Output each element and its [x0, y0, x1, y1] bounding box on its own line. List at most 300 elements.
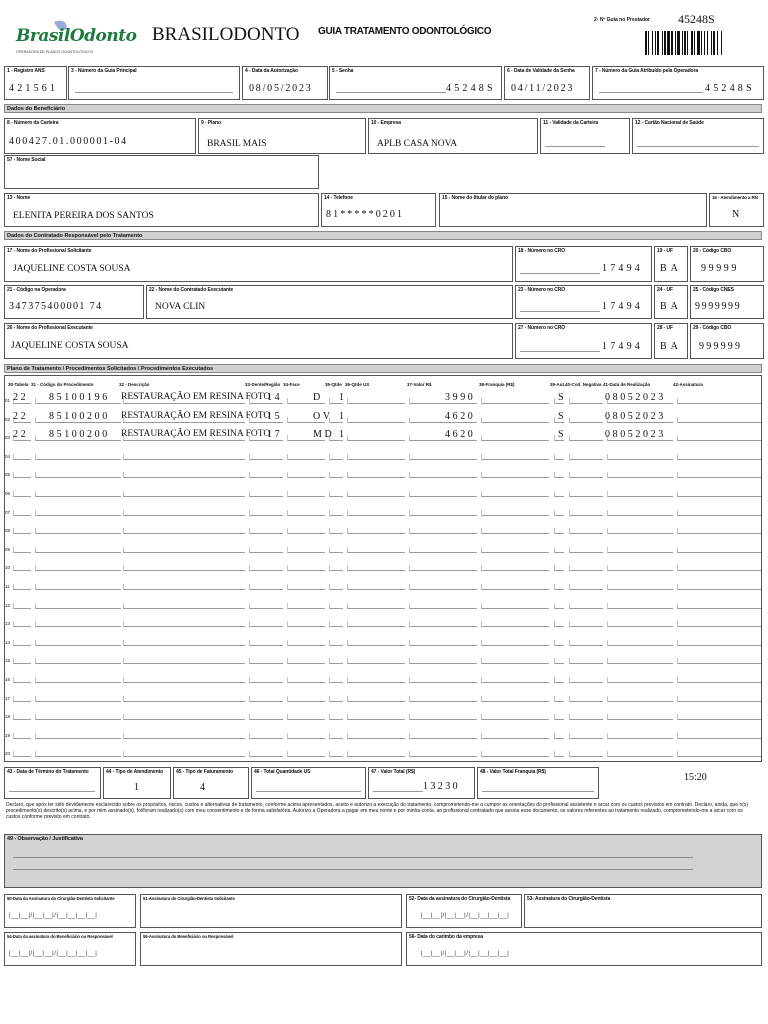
- col-qtde-us: 36-Qtde US: [345, 382, 370, 387]
- row-cell-line: [13, 472, 31, 478]
- field-cbo29[interactable]: 29 - Código CBO 999999: [690, 323, 764, 359]
- row-cell-line: [554, 565, 564, 571]
- row-cell-line: [123, 603, 245, 609]
- row-cell-line: [329, 565, 343, 571]
- field-valor-total[interactable]: 47 - Valor Total (R$) 13230: [368, 767, 475, 799]
- row-cell-line: [481, 547, 549, 553]
- row-number: 08: [5, 528, 11, 534]
- tipo-atendimento-value: 1: [134, 782, 143, 793]
- table-row[interactable]: [5, 502, 761, 520]
- field-uf24[interactable]: 24 - UF BA: [654, 285, 688, 319]
- field-cro23[interactable]: 23 - Número no CRO 17494: [515, 285, 652, 319]
- col-codigo: 31 - Código do Procedimento: [31, 382, 94, 387]
- row-cell-line: [249, 696, 283, 702]
- declaracao: Declaro, que após ter sido devidamente esclarecido sobre os propósitos, riscos, custos e alternativas de tratamento, conforme acima apresentados, aceito e autorizo a execução do tratamento, comprometendo-me a cumprir as orientações do profissional assistente e arcar com os custos previstos em contrato. Declaro, ainda, que o(s) procedimento(s) descrito(s) acima, e por mim assinado(s), foi/foram realizado(s) com meu consentimento e de forma satisfatória. Autorizo a Operadora a pagar em meu nome e por minha conta, ao profissional contratado que assina esse documento, os valores referentes ao tratamento realizado, comprometendo-me a arcar com os custos conforme previsto em contrato.: [6, 802, 749, 821]
- field-carteira[interactable]: 8 - Número da Carteira 400427.01.000001-04: [4, 118, 196, 154]
- row-cell-line: [329, 491, 343, 497]
- table-row[interactable]: [5, 613, 761, 631]
- row-cell-line: [35, 547, 121, 553]
- table-row[interactable]: [5, 390, 761, 408]
- row-cell-line: [329, 658, 343, 664]
- row-aut: S: [558, 429, 567, 441]
- row-face: D: [313, 392, 323, 403]
- field-data-carimbo[interactable]: 56- Data do carimbo da empresa |__|__|/|__|__|/|__|__|__|__|: [406, 932, 762, 966]
- table-row[interactable]: [5, 595, 761, 613]
- row-cell-line: [35, 677, 121, 683]
- field-cnes[interactable]: 25 - Código CNES 9999999: [690, 285, 764, 319]
- field-total-us[interactable]: 46 - Total Quantidade US: [251, 767, 366, 799]
- row-cell-line: [607, 491, 673, 497]
- row-cell-line: [249, 733, 283, 739]
- row-cell-line: [409, 510, 477, 516]
- col-negativa: 40-Cod. Negativa: [565, 382, 602, 387]
- barcode-bar: [697, 31, 700, 55]
- row-cell-line: [287, 528, 325, 534]
- row-number: 20: [5, 751, 11, 757]
- row-cell-line: [607, 621, 673, 627]
- cbo20-value: 99999: [701, 263, 739, 274]
- cod-operadora-value: 347375400001 74: [9, 301, 103, 312]
- row-cell-line: [249, 510, 283, 516]
- row-cell-line: [677, 714, 761, 720]
- field-franquia-total[interactable]: 48 - Valor Total Franquia (R$): [477, 767, 599, 799]
- nome-value: ELENITA PEREIRA DOS SANTOS: [13, 211, 154, 221]
- table-row[interactable]: [5, 650, 761, 668]
- field-plano[interactable]: 9 - Plano BRASIL MAIS: [198, 118, 366, 154]
- row-cell-line: [554, 603, 564, 609]
- barcode-bar: [704, 31, 705, 55]
- barcode-bar: [675, 31, 676, 55]
- row-cell-line: [123, 565, 245, 571]
- row-cell-line: [123, 621, 245, 627]
- row-cell-line: [13, 510, 31, 516]
- row-cell-line: [347, 658, 405, 664]
- row-cell-line: [347, 565, 405, 571]
- row-cell-line: [13, 584, 31, 590]
- row-cell-line: [677, 472, 761, 478]
- row-cell-line: [347, 510, 405, 516]
- row-cell-line: [677, 435, 761, 441]
- row-cell-line: [329, 621, 343, 627]
- field-tipo-atendimento[interactable]: 44 - Tipo de Atendimento 1: [103, 767, 171, 799]
- col-qtde: 35-Qtde: [325, 382, 342, 387]
- row-cell-line: [13, 621, 31, 627]
- row-cell-line: [347, 640, 405, 646]
- uf24-value: BA: [660, 301, 682, 312]
- row-cell-line: [35, 528, 121, 534]
- row-cell-line: [554, 714, 564, 720]
- field-guia-operadora[interactable]: 7 - Número da Guia Atribuído pela Operadora 45248S: [592, 66, 764, 100]
- table-row[interactable]: [5, 464, 761, 482]
- row-cell-line: [347, 584, 405, 590]
- contratado-exec-value: NOVA CLIN: [155, 302, 206, 312]
- table-row[interactable]: [5, 409, 761, 427]
- row-cell-line: [249, 603, 283, 609]
- empresa-value: APLB CASA NOVA: [377, 139, 458, 149]
- row-cell-line: [481, 696, 549, 702]
- row-cell-line: [607, 733, 673, 739]
- row-number: 12: [5, 602, 11, 608]
- row-cell-line: [554, 510, 564, 516]
- table-row[interactable]: [5, 557, 761, 575]
- field-data-assin-dentista[interactable]: 52- Data da assinatura do Cirurgião-Dentista |__|__|/|__|__|/|__|__|__|__|: [406, 894, 522, 928]
- row-cell-line: [569, 677, 603, 683]
- row-cell-line: [677, 603, 761, 609]
- field-nome-social[interactable]: 57 - Nome Social: [4, 155, 319, 189]
- row-cell-line: [409, 454, 477, 460]
- col-data: 41-Data de Realização: [603, 382, 651, 387]
- row-codigo: 85100200: [49, 429, 110, 441]
- barcode-bar: [701, 31, 702, 55]
- row-cell-line: [554, 584, 564, 590]
- row-cell-line: [569, 733, 603, 739]
- row-cell-line: [569, 584, 603, 590]
- table-row[interactable]: [5, 576, 761, 594]
- row-cell-line: [329, 733, 343, 739]
- field-uf19[interactable]: 19 - UF BA: [654, 246, 688, 282]
- row-cell-line: [481, 640, 549, 646]
- row-face: MD: [313, 429, 335, 441]
- field-contratado-exec[interactable]: 22 - Nome do Contratado Executante NOVA CLIN: [146, 285, 513, 319]
- row-cell-line: [249, 658, 283, 664]
- row-qtde: 1: [339, 392, 347, 403]
- cro18-value: 17494: [602, 263, 643, 274]
- row-number: 18: [5, 714, 11, 720]
- row-cell-line: [569, 714, 603, 720]
- row-cell-line: [481, 528, 549, 534]
- row-cell-line: [287, 640, 325, 646]
- row-cell-line: [123, 528, 245, 534]
- row-cell-line: [409, 472, 477, 478]
- row-cell-line: [569, 565, 603, 571]
- section-beneficiario: Dados do Beneficiário: [4, 104, 762, 113]
- row-cell-line: [329, 696, 343, 702]
- row-cell-line: [35, 751, 121, 757]
- row-cell-line: [347, 491, 405, 497]
- row-cell-line: [607, 584, 673, 590]
- row-cell-line: [677, 621, 761, 627]
- row-cell-line: [249, 454, 283, 460]
- row-cell-line: [35, 472, 121, 478]
- row-number: 11: [5, 584, 10, 589]
- row-cell-line: [607, 565, 673, 571]
- row-cell-line: [287, 603, 325, 609]
- row-cell-line: [123, 454, 245, 460]
- row-number: 17: [5, 695, 11, 701]
- row-cell-line: [287, 454, 325, 460]
- row-cell-line: [287, 510, 325, 516]
- table-row[interactable]: [5, 743, 761, 761]
- row-cell-line: [347, 454, 405, 460]
- prof-exec-value: JAQUELINE COSTA SOUSA: [11, 341, 129, 351]
- cnes-value: 9999999: [695, 301, 742, 312]
- table-row[interactable]: [5, 539, 761, 557]
- row-cell-line: [481, 603, 549, 609]
- col-tabela: 30-Tabela: [8, 382, 29, 387]
- row-cell-line: [249, 640, 283, 646]
- row-cell-line: [409, 547, 477, 553]
- row-cell-line: [569, 510, 603, 516]
- field-data-assin-beneficiario[interactable]: 54-Data da assinatura do Beneficiário ou Responsável |__|__|/|__|__|/|__|__|__|__|: [4, 932, 136, 966]
- row-cell-line: [677, 733, 761, 739]
- guia-prestador-label: 2- Nº Guia no Prestador: [594, 17, 651, 23]
- field-validade-carteira[interactable]: 11 - Validade da Carteira: [540, 118, 630, 154]
- row-cell-line: [123, 547, 245, 553]
- row-cell-line: [329, 640, 343, 646]
- row-cell-line: [123, 584, 245, 590]
- table-row[interactable]: [5, 483, 761, 501]
- row-cell-line: [409, 751, 477, 757]
- field-atendimento-rn[interactable]: 16 - Atendimento a RN N: [709, 193, 764, 227]
- row-number: 07: [5, 509, 11, 515]
- row-cell-line: [287, 621, 325, 627]
- row-tabela: 22: [13, 392, 29, 403]
- row-cell-line: [569, 696, 603, 702]
- row-cell-line: [35, 603, 121, 609]
- row-cell-line: [569, 751, 603, 757]
- row-cell-line: [13, 603, 31, 609]
- table-row[interactable]: [5, 725, 761, 743]
- row-cell-line: [13, 714, 31, 720]
- row-cell-line: [35, 696, 121, 702]
- row-cell-line: [347, 547, 405, 553]
- barcode-bar: [721, 31, 722, 55]
- row-cell-line: [569, 640, 603, 646]
- row-valor: 4620: [445, 429, 476, 441]
- row-cell-line: [13, 528, 31, 534]
- row-cell-line: [481, 621, 549, 627]
- row-cell-line: [35, 510, 121, 516]
- row-cell-line: [123, 751, 245, 757]
- row-cell-line: [329, 454, 343, 460]
- field-cro18[interactable]: 18 - Número no CRO 17494: [515, 246, 652, 282]
- row-cell-line: [481, 584, 549, 590]
- field-nome[interactable]: 13 - Nome ELENITA PEREIRA DOS SANTOS: [4, 193, 319, 227]
- row-cell-line: [677, 454, 761, 460]
- row-cell-line: [409, 733, 477, 739]
- row-cell-line: [677, 640, 761, 646]
- row-cell-line: [481, 751, 549, 757]
- row-cell-line: [249, 528, 283, 534]
- row-cell-line: [481, 491, 549, 497]
- row-cell-line: [481, 658, 549, 664]
- row-cell-line: [35, 491, 121, 497]
- row-cell-line: [347, 417, 405, 423]
- row-cell-line: [554, 751, 564, 757]
- row-number: 14: [5, 639, 11, 645]
- logo-subtitle: OPERADORA DE PLANOS ODONTOLÓGICOS: [16, 50, 94, 54]
- row-cell-line: [123, 696, 245, 702]
- row-cell-line: [481, 472, 549, 478]
- form-title: GUIA TRATAMENTO ODONTOLÓGICO: [318, 26, 492, 37]
- row-cell-line: [554, 621, 564, 627]
- row-cell-line: [249, 621, 283, 627]
- row-cell-line: [481, 677, 549, 683]
- row-qtde: 1: [339, 410, 347, 422]
- row-cell-line: [35, 714, 121, 720]
- row-cell-line: [347, 621, 405, 627]
- row-cell-line: [677, 510, 761, 516]
- row-cell-line: [569, 528, 603, 534]
- row-cell-line: [329, 510, 343, 516]
- field-tipo-faturamento[interactable]: 45 - Tipo de Faturamento 4: [173, 767, 249, 799]
- row-cell-line: [569, 491, 603, 497]
- row-cell-line: [13, 640, 31, 646]
- row-cell-line: [347, 696, 405, 702]
- row-cell-line: [35, 621, 121, 627]
- row-cell-line: [123, 658, 245, 664]
- row-cell-line: [569, 472, 603, 478]
- row-cell-line: [554, 528, 564, 534]
- row-cell-line: [409, 528, 477, 534]
- row-cell-line: [249, 491, 283, 497]
- row-cell-line: [409, 621, 477, 627]
- cro27-value: 17494: [602, 341, 643, 352]
- field-uf28[interactable]: 28 - UF BA: [654, 323, 688, 359]
- row-cell-line: [554, 677, 564, 683]
- field-guia-principal[interactable]: 3 - Número da Guia Principal: [68, 66, 240, 100]
- uf19-value: BA: [660, 263, 682, 274]
- barcode-bar: [684, 31, 686, 55]
- row-data: 08052023: [605, 429, 666, 441]
- row-cell-line: [481, 565, 549, 571]
- row-cell-line: [677, 417, 761, 423]
- field-prof-exec[interactable]: 26 - Nome do Profissional Executante JAQUELINE COSTA SOUSA: [4, 323, 513, 359]
- row-cell-line: [123, 472, 245, 478]
- row-cell-line: [554, 640, 564, 646]
- table-row[interactable]: [5, 669, 761, 687]
- row-descricao: RESTAURAÇÃO EM RESINA FOTO: [121, 410, 271, 421]
- row-cell-line: [347, 751, 405, 757]
- row-descricao: RESTAURAÇÃO EM RESINA FOTO: [121, 392, 271, 402]
- barcode-bar: [707, 31, 708, 55]
- field-assin-solicitante[interactable]: 51-Assinatura do Cirurgião-Dentista Solicitante: [140, 894, 402, 928]
- row-cell-line: [347, 398, 405, 404]
- row-cell-line: [35, 584, 121, 590]
- barcode-bar: [682, 31, 683, 55]
- field-validade-senha[interactable]: 6 - Data de Validade da Senha 04/11/2023: [504, 66, 590, 100]
- row-cell-line: [287, 696, 325, 702]
- row-cell-line: [13, 547, 31, 553]
- field-assin-dentista[interactable]: 53- Assinatura do Cirurgião-Dentista: [524, 894, 762, 928]
- row-cell-line: [329, 472, 343, 478]
- row-cell-line: [287, 677, 325, 683]
- row-cell-line: [677, 677, 761, 683]
- table-row[interactable]: [5, 520, 761, 538]
- field-empresa[interactable]: 10 - Empresa APLB CASA NOVA: [368, 118, 538, 154]
- table-row[interactable]: [5, 688, 761, 706]
- row-tabela: 22: [13, 410, 29, 422]
- section-procedimentos: Plano de Tratamento / Procedimentos Solicitados / Procedimentos Executados: [4, 364, 762, 373]
- row-cell-line: [677, 398, 761, 404]
- row-number: 09: [5, 546, 11, 552]
- table-row[interactable]: [5, 706, 761, 724]
- field-data-autorizacao[interactable]: 4 - Data da Autorização 08/05/2023: [242, 66, 328, 100]
- validade-senha-value: 04/11/2023: [511, 83, 575, 94]
- field-titular[interactable]: 15 - Nome do titular do plano: [439, 193, 707, 227]
- barcode-bar: [687, 31, 688, 55]
- hora: 15:20: [684, 772, 707, 783]
- row-cell-line: [569, 454, 603, 460]
- row-cell-line: [409, 584, 477, 590]
- field-telefone[interactable]: 14 - Telefone 81*****0201: [321, 193, 436, 227]
- row-cell-line: [329, 603, 343, 609]
- logo-text: BrasilOdonto: [16, 26, 137, 46]
- row-dente: 14: [267, 392, 283, 403]
- field-prof-solicitante[interactable]: 17 - Nome do Profissional Solicitante JAQUELINE COSTA SOUSA: [4, 246, 513, 282]
- row-cell-line: [35, 565, 121, 571]
- table-row[interactable]: [5, 427, 761, 445]
- field-termino[interactable]: 43 - Data de Término do Tratamento: [4, 767, 101, 799]
- row-cell-line: [607, 714, 673, 720]
- row-cell-line: [409, 658, 477, 664]
- row-dente: 15: [267, 410, 283, 422]
- row-cell-line: [249, 565, 283, 571]
- barcode-bar: [677, 31, 680, 55]
- row-cell-line: [554, 472, 564, 478]
- field-cod-operadora[interactable]: 21 - Código na Operadora 347375400001 74: [4, 285, 144, 319]
- cro23-value: 17494: [602, 301, 643, 312]
- field-data-assin-solicitante[interactable]: 50-Data da Assinatura do Cirurgião-Dentista Solicitante |__|__|/|__|__|/|__|__|__|__|: [4, 894, 136, 928]
- field-cbo20[interactable]: 20 - Código CBO 99999: [690, 246, 764, 282]
- row-aut: S: [558, 410, 567, 422]
- row-number: 16: [5, 677, 11, 682]
- row-cell-line: [13, 658, 31, 664]
- row-cell-line: [569, 417, 603, 423]
- row-cell-line: [554, 491, 564, 497]
- row-cell-line: [287, 547, 325, 553]
- field-cro27[interactable]: 27 - Número no CRO 17494: [515, 323, 652, 359]
- row-cell-line: [287, 565, 325, 571]
- table-row[interactable]: [5, 632, 761, 650]
- barcode-bar: [671, 31, 673, 55]
- barcode-bar: [664, 31, 666, 55]
- field-observacao[interactable]: 49 - Observação / Justificativa: [4, 834, 762, 888]
- table-row[interactable]: [5, 446, 761, 464]
- cbo29-value: 999999: [699, 341, 743, 352]
- barcode-bar: [717, 31, 718, 55]
- row-cell-line: [607, 454, 673, 460]
- row-cell-line: [249, 584, 283, 590]
- row-cell-line: [35, 640, 121, 646]
- row-cell-line: [607, 640, 673, 646]
- row-number: 01: [5, 398, 11, 403]
- row-cell-line: [554, 696, 564, 702]
- tipo-faturamento-value: 4: [200, 782, 209, 793]
- field-cns[interactable]: 12 - Cartão Nacional de Saúde: [632, 118, 764, 154]
- row-cell-line: [409, 565, 477, 571]
- row-cell-line: [287, 714, 325, 720]
- row-codigo: 85100200: [49, 410, 110, 422]
- row-cell-line: [329, 751, 343, 757]
- row-cell-line: [677, 751, 761, 757]
- row-cell-line: [569, 621, 603, 627]
- row-number: 13: [5, 621, 11, 627]
- row-descricao: RESTAURAÇÃO EM RESINA FOTO: [121, 429, 271, 440]
- field-assin-beneficiario[interactable]: 55-Assinatura do Beneficiário ou Responsável: [140, 932, 402, 966]
- col-descricao: 32 - Descrição: [119, 382, 150, 387]
- row-cell-line: [481, 398, 549, 404]
- barcode-bar: [691, 31, 693, 55]
- row-cell-line: [13, 454, 31, 460]
- field-registro-ans[interactable]: 1 - Registro ANS 421561: [4, 66, 67, 100]
- row-cell-line: [13, 733, 31, 739]
- row-cell-line: [35, 454, 121, 460]
- field-senha[interactable]: 5 - Senha 45248S: [329, 66, 502, 100]
- row-cell-line: [481, 435, 549, 441]
- row-cell-line: [677, 696, 761, 702]
- row-cell-line: [554, 547, 564, 553]
